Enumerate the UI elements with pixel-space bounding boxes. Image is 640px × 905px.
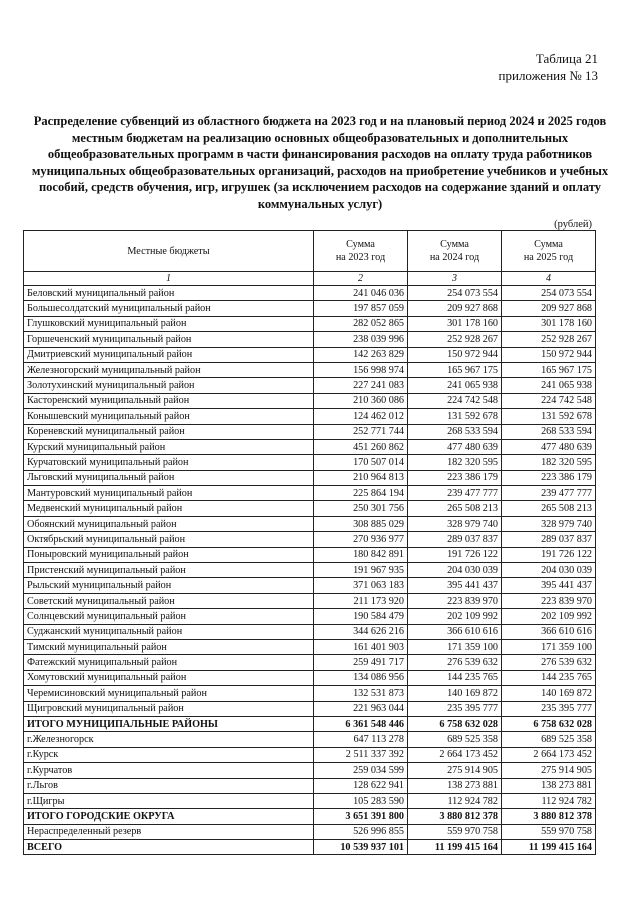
sum-2024-cell: 366 610 616 [408, 624, 502, 639]
sum-2023-cell: 128 622 941 [314, 778, 408, 793]
sum-2025-cell: 241 065 938 [502, 378, 596, 393]
budget-name-cell: Солнцевский муниципальный район [24, 609, 314, 624]
sum-2025-cell: 144 235 765 [502, 670, 596, 685]
sum-2024-cell: 140 169 872 [408, 686, 502, 701]
table-row [24, 793, 596, 808]
sum-2023-cell: 197 857 059 [314, 301, 408, 316]
budget-name-cell: Мантуровский муниципальный район [24, 486, 314, 501]
table-row [24, 639, 596, 654]
sum-2023-cell: 238 039 996 [314, 332, 408, 347]
sum-2025-cell: 112 924 782 [502, 793, 596, 808]
table-row [24, 439, 596, 454]
sum-2023-cell: 252 771 744 [314, 424, 408, 439]
sum-2024-cell: 477 480 639 [408, 439, 502, 454]
sum-2023-cell: 161 401 903 [314, 639, 408, 654]
sum-2024-cell: 689 525 358 [408, 732, 502, 747]
sum-2023-cell: 142 263 829 [314, 347, 408, 362]
sum-2023-cell: 250 301 756 [314, 501, 408, 516]
sum-2024-cell: 276 539 632 [408, 655, 502, 670]
appendix-number: приложения № 13 [498, 68, 598, 83]
column-number: 2 [314, 272, 408, 286]
sum-2024-cell: 252 928 267 [408, 332, 502, 347]
sum-2024-cell: 223 386 179 [408, 470, 502, 485]
sum-2023-cell: 6 361 548 446 [314, 716, 408, 731]
table-row [24, 763, 596, 778]
sum-2025-cell: 252 928 267 [502, 332, 596, 347]
sum-2024-cell: 138 273 881 [408, 778, 502, 793]
sum-2023-cell: 180 842 891 [314, 547, 408, 562]
budget-name-cell: Суджанский муниципальный район [24, 624, 314, 639]
sum-2023-cell: 211 173 920 [314, 593, 408, 608]
sum-2024-cell: 209 927 868 [408, 301, 502, 316]
budget-name-cell: Льговский муниципальный район [24, 470, 314, 485]
sum-2023-cell: 308 885 029 [314, 516, 408, 531]
sum-2023-cell: 10 539 937 101 [314, 840, 408, 855]
sum-2023-cell: 170 507 014 [314, 455, 408, 470]
table-row [24, 701, 596, 716]
sum-2024-cell: 268 533 594 [408, 424, 502, 439]
sum-2024-cell: 223 839 970 [408, 593, 502, 608]
sum-2024-cell: 289 037 837 [408, 532, 502, 547]
sum-2023-cell: 105 283 590 [314, 793, 408, 808]
budget-name-cell: Курский муниципальный район [24, 439, 314, 454]
sum-2025-cell: 182 320 595 [502, 455, 596, 470]
sum-2024-cell: 239 477 777 [408, 486, 502, 501]
table-row [24, 563, 596, 578]
table-row [24, 332, 596, 347]
budget-name-cell: Железногорский муниципальный район [24, 362, 314, 377]
table-row [24, 732, 596, 747]
sum-2025-cell: 301 178 160 [502, 316, 596, 331]
sum-2023-cell: 259 034 599 [314, 763, 408, 778]
sum-2024-cell: 204 030 039 [408, 563, 502, 578]
sum-2023-cell: 3 651 391 800 [314, 809, 408, 824]
table-row [24, 362, 596, 377]
column-number: 1 [24, 272, 314, 286]
sum-2024-cell: 171 359 100 [408, 639, 502, 654]
subvention-table [23, 230, 596, 855]
budget-name-cell: Конышевский муниципальный район [24, 409, 314, 424]
budget-name-cell: Обоянский муниципальный район [24, 516, 314, 531]
sum-2025-cell: 209 927 868 [502, 301, 596, 316]
table-row [24, 486, 596, 501]
sum-2023-cell: 210 360 086 [314, 393, 408, 408]
sum-2025-cell: 689 525 358 [502, 732, 596, 747]
budget-name-cell: Глушковский муниципальный район [24, 316, 314, 331]
table-row [24, 470, 596, 485]
sum-2024-cell: 112 924 782 [408, 793, 502, 808]
sum-2025-cell: 171 359 100 [502, 639, 596, 654]
sum-2024-cell: 235 395 777 [408, 701, 502, 716]
budget-name-cell: Тимский муниципальный район [24, 639, 314, 654]
budget-name-cell: Советский муниципальный район [24, 593, 314, 608]
sum-2025-cell: 204 030 039 [502, 563, 596, 578]
sum-2025-cell: 223 839 970 [502, 593, 596, 608]
sum-2024-cell: 224 742 548 [408, 393, 502, 408]
table-row [24, 686, 596, 701]
budget-name-cell: Рыльский муниципальный район [24, 578, 314, 593]
sum-2024-cell: 131 592 678 [408, 409, 502, 424]
table-row [24, 301, 596, 316]
sum-2025-cell: 223 386 179 [502, 470, 596, 485]
budget-name-cell: Медвенский муниципальный район [24, 501, 314, 516]
sum-2025-cell: 165 967 175 [502, 362, 596, 377]
sum-2024-cell: 191 726 122 [408, 547, 502, 562]
table-row [24, 409, 596, 424]
sum-2025-cell: 6 758 632 028 [502, 716, 596, 731]
budget-name-cell: Касторенский муниципальный район [24, 393, 314, 408]
sum-2025-cell: 268 533 594 [502, 424, 596, 439]
sum-2025-cell: 131 592 678 [502, 409, 596, 424]
table-row [24, 516, 596, 531]
header-sum-2023: Сумма на 2023 год [314, 231, 408, 272]
budget-name-cell: Октябрьский муниципальный район [24, 532, 314, 547]
budget-name-cell: г.Льгов [24, 778, 314, 793]
table-row [24, 809, 596, 824]
table-row [24, 547, 596, 562]
budget-name-cell: г.Курчатов [24, 763, 314, 778]
sum-2025-cell: 275 914 905 [502, 763, 596, 778]
sum-2024-cell: 182 320 595 [408, 455, 502, 470]
sum-2024-cell: 395 441 437 [408, 578, 502, 593]
sum-2023-cell: 156 998 974 [314, 362, 408, 377]
sum-2023-cell: 191 967 935 [314, 563, 408, 578]
sum-2025-cell: 239 477 777 [502, 486, 596, 501]
sum-2025-cell: 235 395 777 [502, 701, 596, 716]
sum-2023-cell: 225 864 194 [314, 486, 408, 501]
table-row [24, 532, 596, 547]
sum-2025-cell: 477 480 639 [502, 439, 596, 454]
sum-2024-cell: 328 979 740 [408, 516, 502, 531]
sum-2025-cell: 150 972 944 [502, 347, 596, 362]
table-row [24, 424, 596, 439]
budget-name-cell: Хомутовский муниципальный район [24, 670, 314, 685]
units-label: (рублей) [554, 219, 592, 230]
budget-name-cell: Нераспределенный резерв [24, 824, 314, 839]
budget-name-cell: Кореневский муниципальный район [24, 424, 314, 439]
sum-2025-cell: 366 610 616 [502, 624, 596, 639]
sum-2023-cell: 190 584 479 [314, 609, 408, 624]
table-row [24, 455, 596, 470]
sum-2023-cell: 210 964 813 [314, 470, 408, 485]
sum-2024-cell: 275 914 905 [408, 763, 502, 778]
table-row [24, 593, 596, 608]
sum-2023-cell: 132 531 873 [314, 686, 408, 701]
budget-name-cell: Большесолдатский муниципальный район [24, 301, 314, 316]
table-row [24, 840, 596, 855]
table-reference [499, 50, 598, 84]
header-sum-2025: Сумма на 2025 год [502, 231, 596, 272]
header-sum-2024: Сумма на 2024 год [408, 231, 502, 272]
table-row [24, 716, 596, 731]
budget-name-cell: ИТОГО МУНИЦИПАЛЬНЫЕ РАЙОНЫ [24, 716, 314, 731]
sum-2024-cell: 202 109 992 [408, 609, 502, 624]
table-row [24, 316, 596, 331]
sum-2025-cell: 140 169 872 [502, 686, 596, 701]
column-number-row [24, 272, 596, 286]
sum-2023-cell: 371 063 183 [314, 578, 408, 593]
sum-2023-cell: 241 046 036 [314, 286, 408, 301]
sum-2023-cell: 282 052 865 [314, 316, 408, 331]
table-row [24, 824, 596, 839]
sum-2023-cell: 227 241 083 [314, 378, 408, 393]
column-number: 4 [502, 272, 596, 286]
sum-2024-cell: 241 065 938 [408, 378, 502, 393]
sum-2024-cell: 265 508 213 [408, 501, 502, 516]
table-row [24, 501, 596, 516]
document-title: Распределение субвенций из областного бюджета на 2023 год и на плановый период 2024 и 2025 годов местным бюджетам на реализацию основных общеобразовательных и дополнительных общеобразовательных программ в части финансирования расходов на оплату труда работников муниципальных общеобразовательных организаций, расходов на приобретение учебников и учебных пособий, средств обучения, игр, игрушек (за исключением расходов на содержание зданий и оплату коммунальных услуг) [31, 114, 609, 211]
sum-2025-cell: 254 073 554 [502, 286, 596, 301]
sum-2024-cell: 559 970 758 [408, 824, 502, 839]
sum-2023-cell: 124 462 012 [314, 409, 408, 424]
sum-2024-cell: 6 758 632 028 [408, 716, 502, 731]
table-row [24, 609, 596, 624]
table-row [24, 578, 596, 593]
table-row [24, 747, 596, 762]
sum-2023-cell: 344 626 216 [314, 624, 408, 639]
budget-name-cell: Щигровский муниципальный район [24, 701, 314, 716]
sum-2025-cell: 202 109 992 [502, 609, 596, 624]
column-number: 3 [408, 272, 502, 286]
sum-2024-cell: 2 664 173 452 [408, 747, 502, 762]
budget-name-cell: Золотухинский муниципальный район [24, 378, 314, 393]
sum-2023-cell: 647 113 278 [314, 732, 408, 747]
table-header-row [24, 231, 596, 272]
sum-2023-cell: 2 511 337 392 [314, 747, 408, 762]
sum-2025-cell: 191 726 122 [502, 547, 596, 562]
sum-2023-cell: 221 963 044 [314, 701, 408, 716]
budget-name-cell: г.Щигры [24, 793, 314, 808]
budget-name-cell: Пристенский муниципальный район [24, 563, 314, 578]
sum-2025-cell: 11 199 415 164 [502, 840, 596, 855]
sum-2023-cell: 270 936 977 [314, 532, 408, 547]
sum-2024-cell: 301 178 160 [408, 316, 502, 331]
sum-2023-cell: 259 491 717 [314, 655, 408, 670]
sum-2024-cell: 165 967 175 [408, 362, 502, 377]
sum-2024-cell: 150 972 944 [408, 347, 502, 362]
sum-2024-cell: 11 199 415 164 [408, 840, 502, 855]
budget-name-cell: Беловский муниципальный район [24, 286, 314, 301]
budget-name-cell: г.Курск [24, 747, 314, 762]
sum-2025-cell: 138 273 881 [502, 778, 596, 793]
table-row [24, 347, 596, 362]
table-number: Таблица 21 [535, 51, 598, 66]
budget-name-cell: ИТОГО ГОРОДСКИЕ ОКРУГА [24, 809, 314, 824]
budget-name-cell: Поныровский муниципальный район [24, 547, 314, 562]
header-local-budgets: Местные бюджеты [24, 231, 314, 272]
sum-2023-cell: 134 086 956 [314, 670, 408, 685]
sum-2025-cell: 2 664 173 452 [502, 747, 596, 762]
table-row [24, 670, 596, 685]
table-row [24, 624, 596, 639]
table-row [24, 655, 596, 670]
budget-name-cell: Черемисиновский муниципальный район [24, 686, 314, 701]
sum-2023-cell: 526 996 855 [314, 824, 408, 839]
sum-2023-cell: 451 260 862 [314, 439, 408, 454]
sum-2025-cell: 289 037 837 [502, 532, 596, 547]
sum-2024-cell: 144 235 765 [408, 670, 502, 685]
budget-name-cell: Горшеченский муниципальный район [24, 332, 314, 347]
sum-2025-cell: 265 508 213 [502, 501, 596, 516]
budget-name-cell: Фатежский муниципальный район [24, 655, 314, 670]
budget-name-cell: г.Железногорск [24, 732, 314, 747]
budget-name-cell: Дмитриевский муниципальный район [24, 347, 314, 362]
table-row [24, 378, 596, 393]
budget-name-cell: Курчатовский муниципальный район [24, 455, 314, 470]
table-row [24, 778, 596, 793]
sum-2025-cell: 3 880 812 378 [502, 809, 596, 824]
sum-2025-cell: 328 979 740 [502, 516, 596, 531]
sum-2025-cell: 559 970 758 [502, 824, 596, 839]
table-row [24, 393, 596, 408]
sum-2025-cell: 395 441 437 [502, 578, 596, 593]
sum-2024-cell: 254 073 554 [408, 286, 502, 301]
sum-2025-cell: 224 742 548 [502, 393, 596, 408]
sum-2024-cell: 3 880 812 378 [408, 809, 502, 824]
budget-name-cell: ВСЕГО [24, 840, 314, 855]
sum-2025-cell: 276 539 632 [502, 655, 596, 670]
table-row [24, 286, 596, 301]
